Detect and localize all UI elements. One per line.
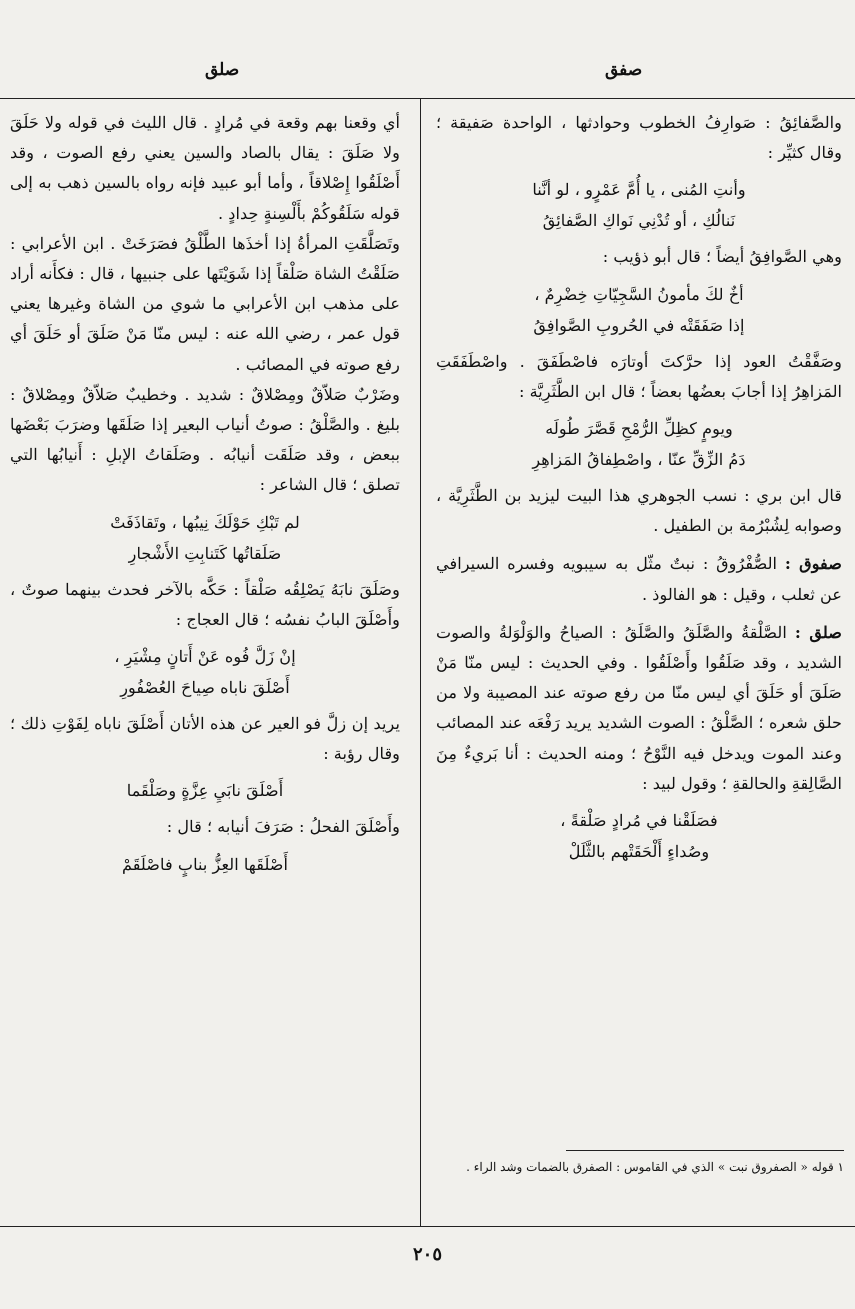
verse-line: وصُداءٍ أَلْحَقَتْهم بالثَّلَلْ — [568, 842, 710, 862]
verse — [436, 279, 842, 341]
entry-text: الصُّفْرُوقُ : نبتٌ مثّل به سيبويه وفسره السيرافي عن ثعلب ، وقيل : هو الفالوذ . — [436, 554, 842, 604]
verse-line: ويومٍ كظِلِّ الرُّمْحِ قَصَّرَ طُولَه — [545, 419, 733, 439]
verse-line: أَصْلَقَ نابَيِ عِزَّةٍ وصَلْقَما — [126, 781, 284, 801]
verse — [10, 849, 400, 880]
footnote: ١ قوله « الصفروق نبت » الذي في القاموس : الصفرق بالضمات وشد الراء . — [466, 1160, 844, 1174]
paragraph: وضَرْبٌ صَلاّقٌ ومِصْلاقٌ : شديد . وخطيبٌ صَلاّقٌ ومِصْلاقٌ : بليغ . والصَّلْقُ : صوتُ أنياب البعير إذا صَلَقَها وضرَبَ بَعْضَها ببعض ، وقد صَلَقَت أنيابُه . وصَلَقاتُ الإبلِ : أَنيابُها التي تصلق ؛ قال الشاعر : — [10, 384, 400, 495]
verse-line: وأنتِ المُنى ، يا أُمَّ عَمْرٍو ، لو أنَّنا — [532, 180, 746, 200]
verse-line: صَلَقاتُها كَتَنابِتِ الأَشْجارِ — [128, 543, 282, 563]
verse-line: إذا صَفَقَتْه في الحُروبِ الصَّوافِقُ — [533, 315, 745, 335]
entry-paragraph — [436, 549, 842, 609]
verse-line: لم تَبْكِ حَوْلَكَ نِيبُها ، وتَقاذَفَتْ — [110, 512, 300, 532]
verse — [436, 805, 842, 867]
entry-head: صلق : — [794, 622, 842, 642]
paragraph: يريد إن زلَّ فو العير عن هذه الأتان أَصْلَقَ ناباه لِفَوْتِ ذلك ؛ وقال رؤبة : — [10, 714, 400, 764]
paragraph: وصَلَقَ نابَهُ يَصْلِقُه صَلْقاً : حَكَّه بالآخر فحدث بينهما صوتٌ ، وأَصْلَقَ البابُ نفسُه ؛ قال العجاج : — [10, 579, 400, 629]
bottom-rule — [0, 1226, 855, 1227]
header-left-root: صلق — [205, 60, 240, 80]
verse — [436, 174, 842, 236]
paragraph: وهي الصَّوافِقُ أيضاً ؛ قال أبو ذؤيب : — [602, 247, 842, 267]
top-rule — [0, 98, 855, 99]
paragraph: وتَصَلَّقَتِ المرأةُ إذا أخذَها الطَّلْقُ فصَرَخَتْ . ابن الأعرابي : صَلَقْتُ الشاة صَلْقاً إذا شَوَيْتَها على جنبيها ، قال : فكأَنه أراد على مذهب ابن الأعرابي ما شوي من الشاة وغيرها يعني قول عمر ، رضي الله عنه : ليس منّا مَنْ صَلَقَ أو حَلَقَ أي رفع صوته في المصائب . — [10, 233, 400, 374]
verse-line: أَصْلَقَها العِزُّ بنابٍ فاصْلَقَمْ — [121, 854, 289, 874]
paragraph: وصَفَّقْتُ العود إذا حرَّكتَ أوتارَه فاصْطَفَقَ . واصْطَفَقَتِ المَزاهِرُ إذا أجابَ بعضُها بعضاً ؛ قال ابن الطَّثَرِيَّة : — [436, 351, 842, 401]
verse — [436, 413, 842, 475]
verse — [10, 641, 400, 703]
right-column — [436, 108, 842, 873]
verse-line: نَنالُكِ ، أو تُدْنِي نَواكِ الصَّفائِقُ — [542, 211, 736, 231]
entry-head: صفوق : — [784, 554, 842, 574]
verse-line: أخٌ لكَ مأمونُ السَّجِيّاتِ خِضْرِمٌ ، — [534, 284, 744, 304]
header-right-root: صفق — [605, 60, 643, 80]
paragraph: وأَصْلَقَ الفحلُ : صَرَفَ أنيابه ؛ قال : — [166, 817, 400, 837]
entry-text: الصَّلْقةُ والصَّلَقُ والصَّلَقُ : الصياحُ والوَلْوَلةُ والصوت الشديد ، وقد صَلَقُوا وأَصْلَقُوا . وفي الحديث : ليس منّا مَنْ صَلَقَ أو حَلَقَ أي ليس منّا من رفع صوته عند المصيبة ولا من حلق شعره ؛ الصَّلْقُ : الصوت الشديد يريد رَفْعَه عند المصائب وعند الموت ويدخل فيه النَّوْحُ ؛ ومنه الحديث : أنا بَريءٌ مِنَ الصَّالِقةِ والحالقةِ ؛ وقول لبيد : — [436, 622, 842, 793]
verse-line: أَصْلَقَ ناباه صِياحَ العُصْفُورِ — [120, 678, 290, 698]
paragraph: أي وقعنا بهم وقعة في مُرادٍ . قال الليث في قوله ولا حَلَقَ ولا صَلَقَ : يقال بالصاد والسين يعني رفع الصوت ، وقد أَصْلَقُوا إِصْلاقاً ، وأما أبو عبيد فإنه رواه بالسين ذهب به إلى قوله سَلَقُوكُمْ بأَلْسِنةٍ حِدادٍ . — [10, 113, 400, 223]
page-number: ٢٠٥ — [412, 1244, 442, 1265]
paragraph: قال ابن بري : نسب الجوهري هذا البيت ليزيد بن الطَّثَرِيَّة ، وصوابه لِشُبْرُمة بن الطفيل . — [436, 486, 842, 536]
paragraph: والصَّفائِقُ : صَوارِفُ الخطوب وحوادثها ، الواحدة صَفيقة ؛ وقال كثيِّر : — [436, 113, 842, 163]
left-column — [10, 108, 400, 886]
verse-line: فصَلَقْنا في مُرادٍ صَلْقةً ، — [560, 811, 718, 831]
verse — [10, 775, 400, 806]
verse — [10, 507, 400, 569]
entry-paragraph — [436, 618, 842, 799]
verse-line: دَمُ الزِّقِّ عنّا ، واصْطِفاقُ المَزاهِرِ — [532, 450, 746, 470]
verse-line: إنْ زَلَّ فُوه عَنْ أَتانٍ مِشْيَرِ ، — [114, 647, 296, 667]
column-divider — [420, 98, 421, 1226]
footnote-rule — [566, 1150, 844, 1151]
